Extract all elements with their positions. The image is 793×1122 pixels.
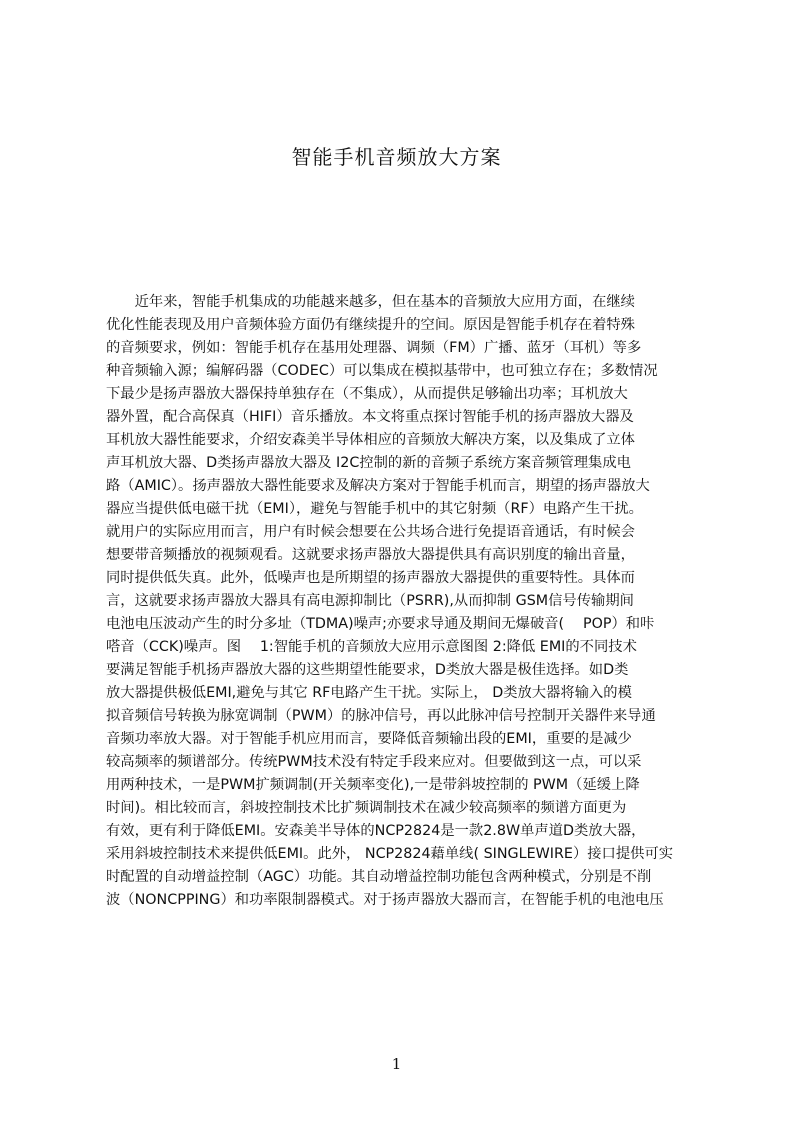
text-line: 同时提供低失真。此外，低噪声也是所期望的扬声器放大器提供的重要特性。具体而 [106,570,635,586]
text-line: 放大器提供极低EMI,避免与其它 RF电路产生干扰。实际上， D类放大器将输入的模 [106,685,632,701]
text-line: 采用斜坡控制技术来提供低EMI。此外， NCP2824藉单线( SINGLEWIRE）接口提供可实 [106,846,674,862]
text-line: 嗒音（CCK)噪声。图 1:智能手机的音频放大应用示意图图 2:降低 EMI的不同技术 [106,639,637,655]
text-line: 种音频输入源；编解码器（CODEC）可以集成在模拟基带中，也可独立存在；多数情况 [106,363,658,379]
body-paragraph [106,291,698,912]
text-line: 用两种技术，一是PWM扩频调制(开关频率变化),一是带斜坡控制的 PWM（延缓上降 [106,777,640,793]
page-number: 1 [391,1055,402,1073]
text-line: 器应当提供低电磁干扰（EMI），避免与智能手机中的其它射频（RF）电路产生干扰。 [106,501,643,517]
text-line: 路（AMIC）。扬声器放大器性能要求及解决方案对于智能手机而言，期望的扬声器放大 [106,478,650,494]
text-line: 波（NONCPPING）和功率限制器模式。对于扬声器放大器而言，在智能手机的电池电压 [106,892,664,908]
text-line: 耳机放大器性能要求，介绍安森美半导体相应的音频放大解决方案，以及集成了立体 [106,432,635,448]
text-line: 时配置的自动增益控制（AGC）功能。其自动增益控制功能包含两种模式，分别是不削 [106,869,652,885]
text-line: 时间)。相比较而言，斜坡控制技术比扩频调制技术在减少较高频率的频谱方面更为 [106,800,627,816]
text-line: 电池电压波动产生的时分多址（TDMA)噪声;亦要求导通及期间无爆破音( POP）和咔 [106,616,655,632]
text-line: 近年来，智能手机集成的功能越来越多，但在基本的音频放大应用方面，在继续 [106,294,635,310]
text-line: 言，这就要求扬声器放大器具有高电源抑制比（PSRR),从而抑制 GSM信号传输期间 [106,593,634,609]
text-line: 器外置，配合高保真（HIFI）音乐播放。本文将重点探讨智能手机的扬声器放大器及 [106,409,634,425]
text-line: 下最少是扬声器放大器保持单独存在（不集成），从而提供足够输出功率；耳机放大 [106,386,628,402]
text-line: 要满足智能手机扬声器放大器的这些期望性能要求，D类放大器是极佳选择。如D类 [106,662,629,678]
text-line: 拟音频信号转换为脉宽调制（PWM）的脉冲信号，再以此脉冲信号控制开关器件来导通 [106,708,656,724]
text-line: 较高频率的频谱部分。传统PWM技术没有特定手段来应对。但要做到这一点，可以采 [106,754,642,770]
text-line: 有效，更有利于降低EMI。安森美半导体的NCP2824是一款2.8W单声道D类放大器， [106,823,646,839]
text-line: 想要带音频播放的视频观看。这就要求扬声器放大器提供具有高识别度的输出音量， [106,547,635,563]
text-line: 就用户的实际应用而言，用户有时候会想要在公共场合进行免提语音通话，有时候会 [106,524,635,540]
text-line: 声耳机放大器、D类扬声器放大器及 I2C控制的新的音频子系统方案音频管理集成电 [106,455,631,471]
text-line: 的音频要求，例如：智能手机存在基用处理器、调频（FM）广播、蓝牙（耳机）等多 [106,340,642,356]
document-title: 智能手机音频放大方案 [291,145,502,169]
text-line: 音频功率放大器。对于智能手机应用而言，要降低音频输出段的EMI，重要的是减少 [106,731,632,747]
text-line: 优化性能表现及用户音频体验方面仍有继续提升的空间。原因是智能手机存在着特殊 [106,317,635,333]
